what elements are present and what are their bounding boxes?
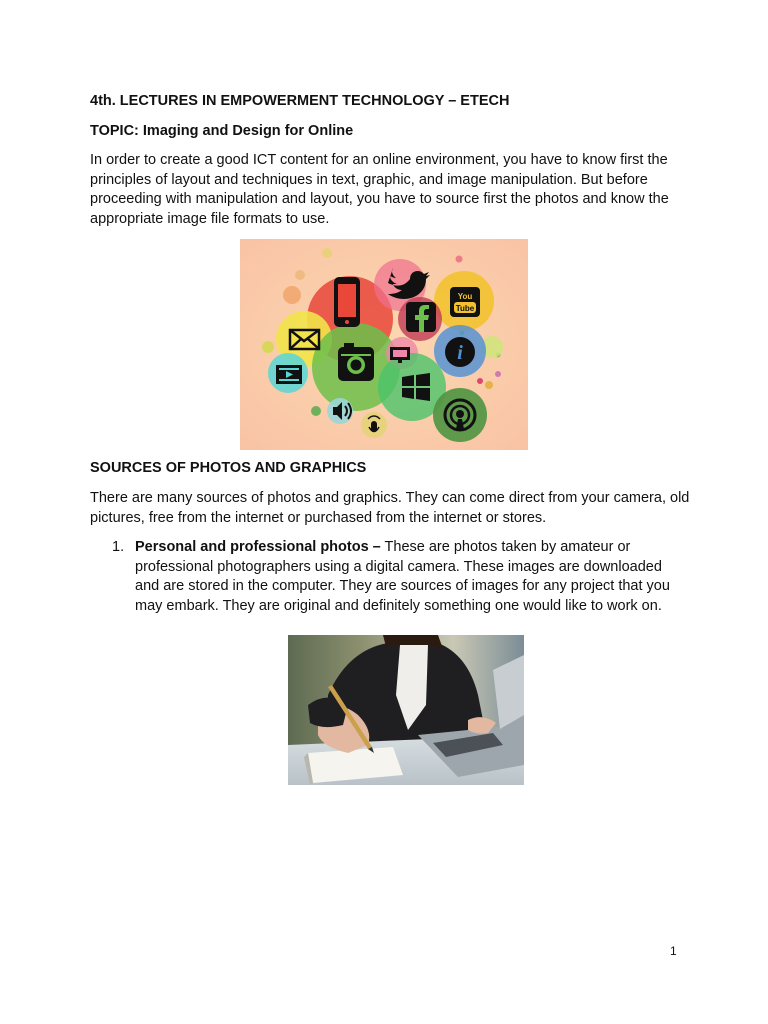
svg-text:Tube: Tube [455, 304, 475, 313]
camera-icon [338, 343, 374, 381]
section-title: SOURCES OF PHOTOS AND GRAPHICS [90, 460, 367, 476]
topic-title: TOPIC: Imaging and Design for Online [90, 123, 354, 139]
social-media-icons-illustration [240, 239, 528, 450]
document-heading: 4th. LECTURES IN EMPOWERMENT TECHNOLOGY – ETECH [90, 93, 510, 109]
intro-paragraph: In order to create a good ICT content for an online environment, you have to know first the principles of layout and techniques in text, graphic, and image manipulation. But before proceeding with manipulation and layout, you have to source first the photos and know the appropriate image file formats to use. [90, 152, 669, 227]
smartphone-icon [334, 277, 360, 327]
info-icon [445, 337, 475, 367]
sources-paragraph: There are many sources of photos and graphics. They can come direct from your camera, old pictures, free from the internet or purchased from the internet or stores. [90, 490, 690, 526]
svg-text:You: You [457, 292, 473, 301]
list-item-text: These are photos taken by amateur or professional photographers using a digital camera. These images are downloaded and are stored in the computer. They are sources of images for any project that you may embark. They are original and definitely something one would like to work on. [135, 539, 670, 614]
youtube-icon [450, 287, 480, 317]
facebook-icon [406, 302, 436, 332]
list-item-term: Personal and professional photos – [135, 539, 381, 555]
list-item [112, 538, 672, 616]
mail-icon [290, 330, 319, 349]
page-number: 1 [670, 944, 677, 958]
list-item-number: 1. [112, 539, 125, 555]
svg-text:i: i [457, 342, 463, 364]
list-item-body [135, 538, 672, 616]
person-writing-photo [288, 635, 524, 785]
video-icon [276, 365, 302, 384]
